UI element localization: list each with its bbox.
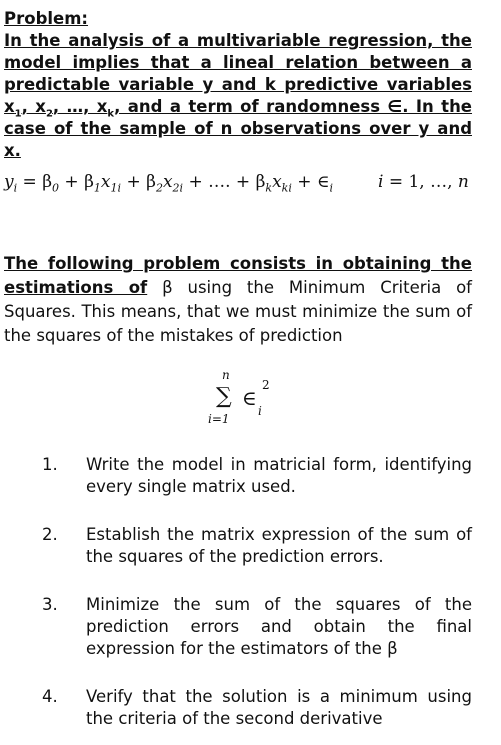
problem-heading: Problem: xyxy=(4,9,89,28)
list-item: Write the model in matricial form, identifying every single matrix used. xyxy=(86,455,472,496)
problem-text: In the analysis of a multivariable regression, the model implies that a lineal relation between a predictable variable y and k predictive variables $x_1$, $x_2$, …, $x_k$, and a term of randomness ∈. In the case of the sample of n observations over y and x. xyxy=(4,31,473,160)
sum-of-squares-formula: n ∑ i=1 ∈ 2 i xyxy=(208,368,270,426)
index-range: i = 1, …, n xyxy=(378,172,469,192)
sigma-symbol: ∑ xyxy=(216,384,232,409)
problem-description: The following problem consists in obtaining the estimations of β using the Minimum Criteria of Squares. This means, that we must minimize the sum of the squares of the mistakes of prediction xyxy=(4,254,472,345)
task-number: 2. xyxy=(42,525,58,544)
task-number: 1. xyxy=(42,455,58,474)
task-number: 4. xyxy=(42,687,58,706)
problem-statement xyxy=(4,8,472,162)
list-item: Establish the matrix expression of the sum of the squares of the prediction errors. xyxy=(86,525,472,566)
task-number: 3. xyxy=(42,595,58,614)
list-item: Minimize the sum of the squares of the prediction errors and obtain the final expression for the estimators of the β xyxy=(86,595,472,658)
regression-equation: $y_i = \beta_0 + \beta_1x_{1i} + \beta_2x_{2i}$ + …. + $\beta_kx_{ki}$ + $\in_i$ i = 1, …, n xyxy=(4,172,469,195)
list-item: Verify that the solution is a minimum using the criteria of the second derivative xyxy=(86,687,472,728)
